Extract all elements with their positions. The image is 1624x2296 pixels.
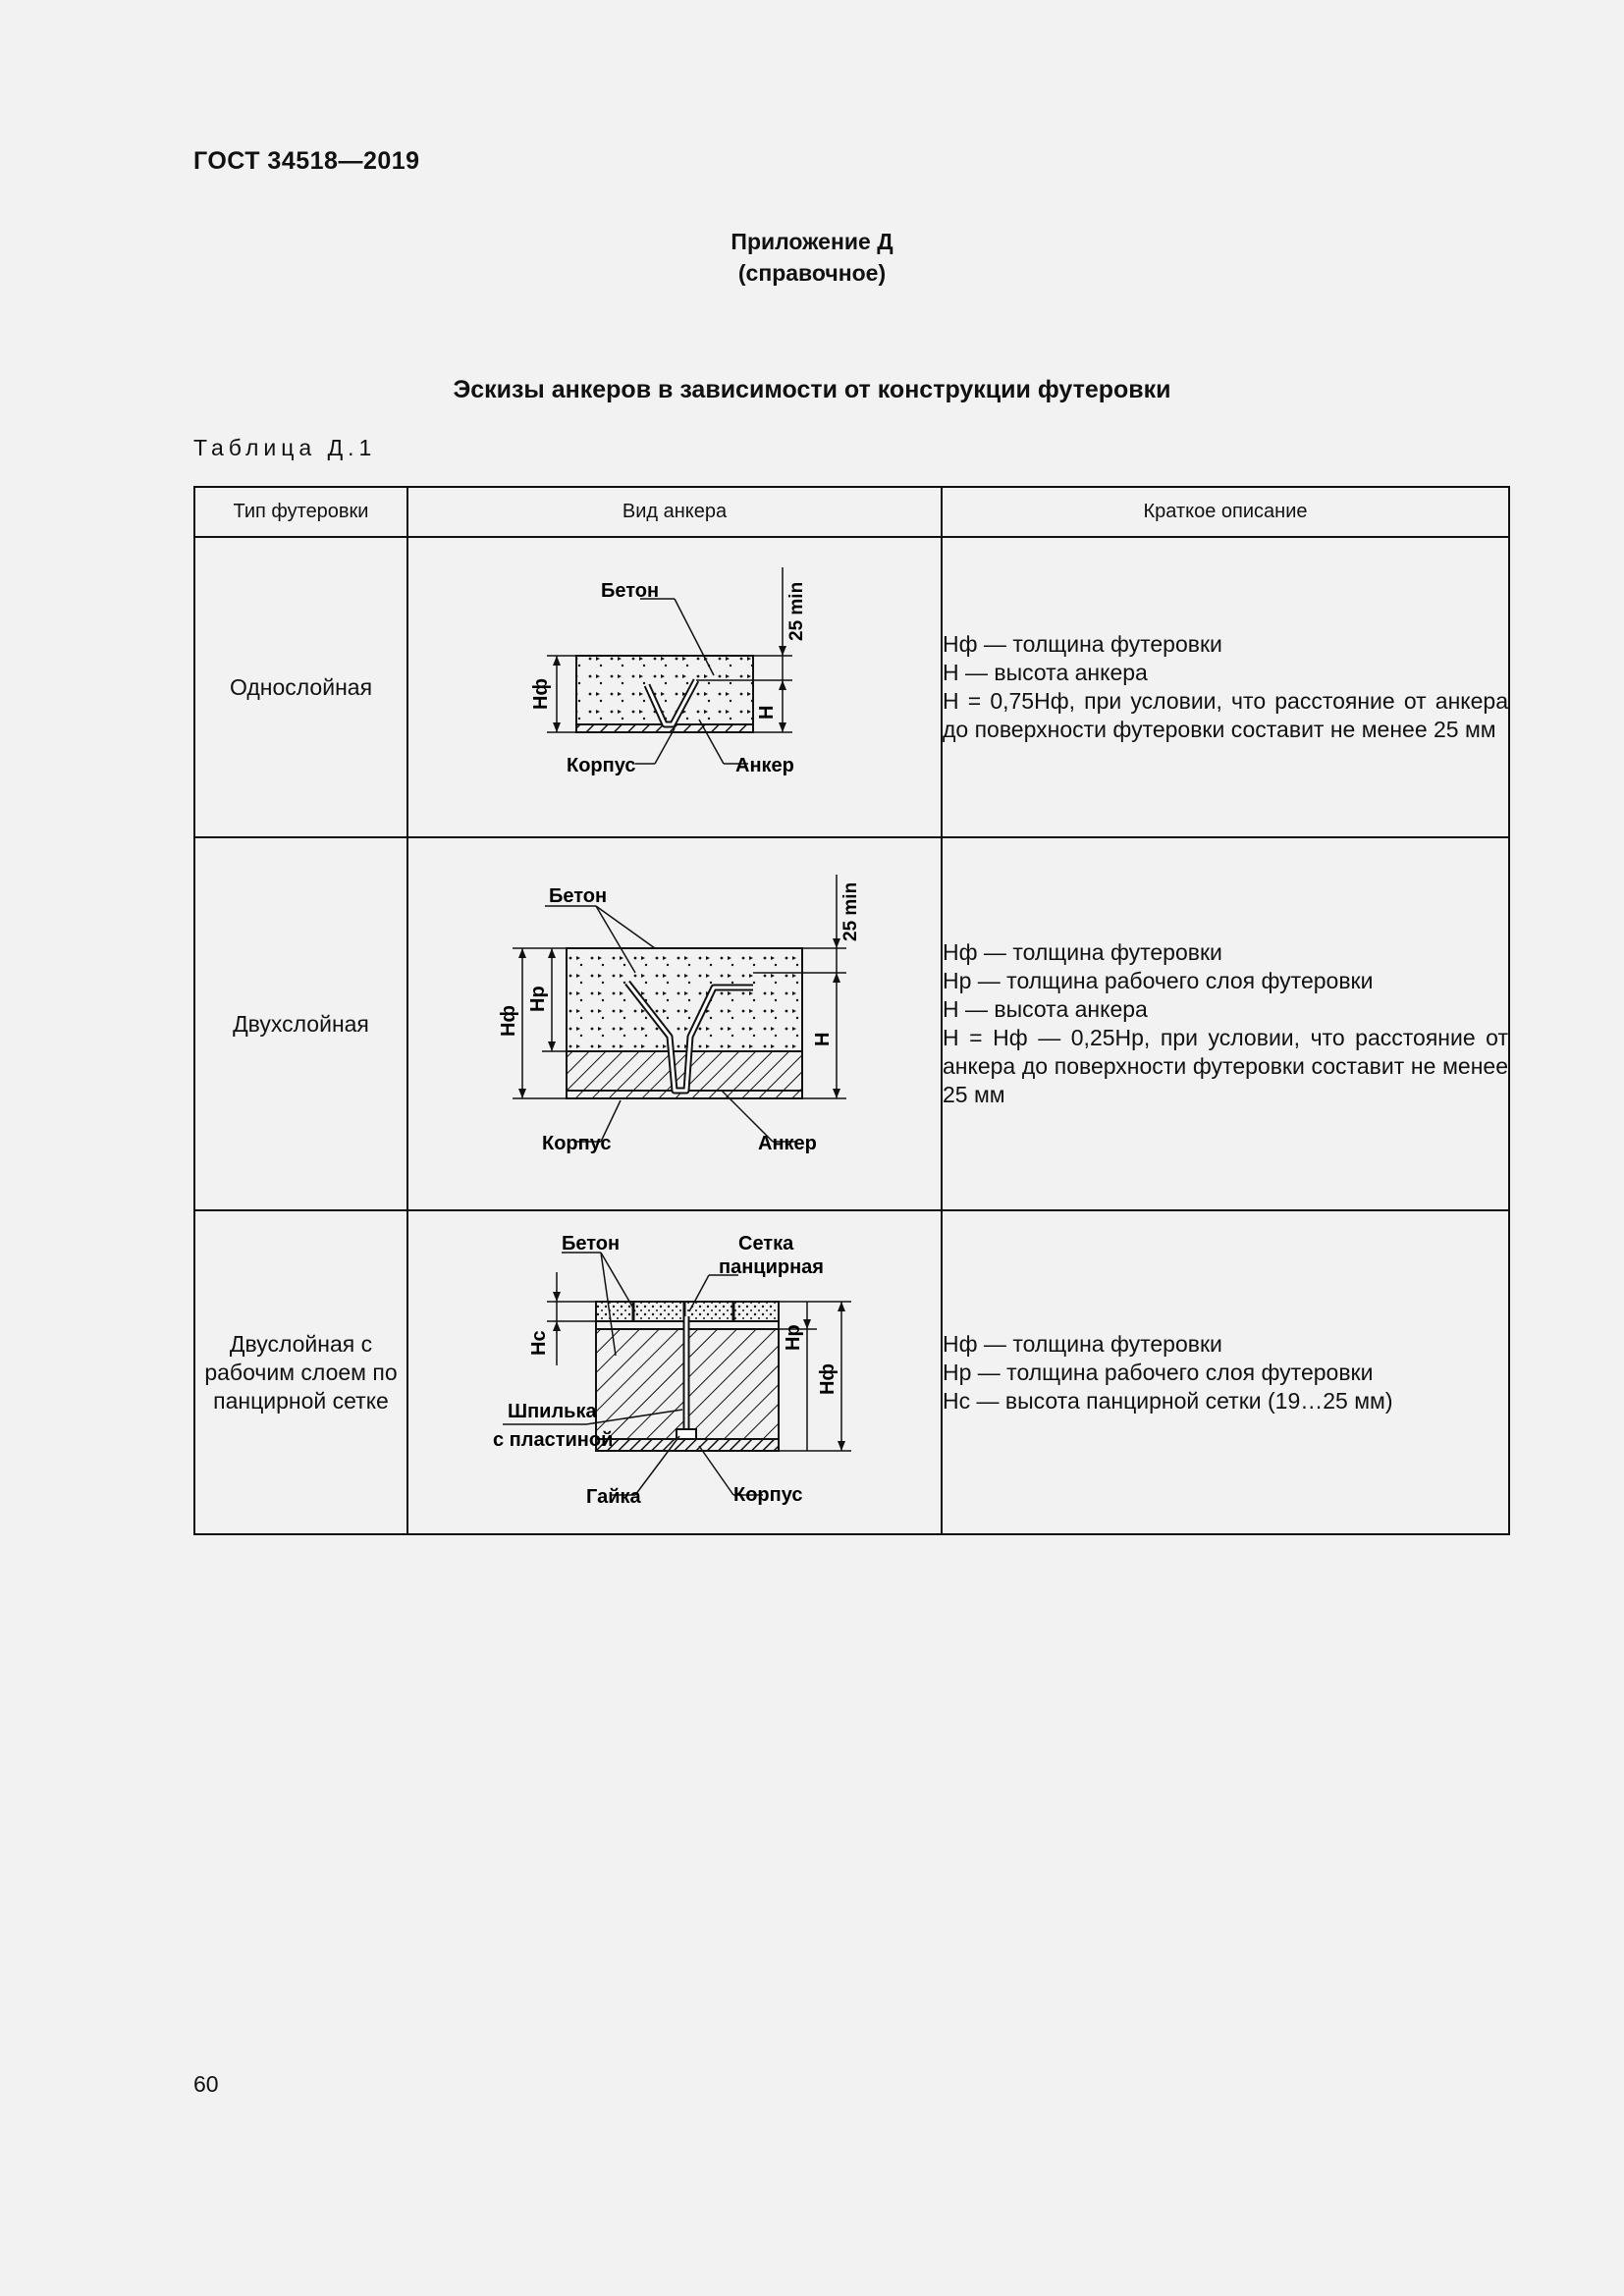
appendix-heading — [0, 226, 1624, 289]
nut — [677, 1429, 696, 1439]
single-layer-anchor-diagram — [478, 548, 871, 823]
page-number: 60 — [193, 2071, 219, 2097]
working-layer — [567, 948, 802, 1051]
table-row — [194, 1210, 1509, 1534]
description-line: Hс — высота панцирной сетки (19…25 мм) — [943, 1387, 1393, 1414]
anchor-figure-cell — [407, 1210, 942, 1534]
description-line: Hр — толщина рабочего слоя футеровки — [943, 1359, 1374, 1385]
table-row — [194, 537, 1509, 837]
lining-type: Однослойная — [194, 537, 407, 837]
label-h: H — [812, 1032, 834, 1046]
label-anker: Анкер — [735, 754, 794, 776]
label-korpus: Корпус — [733, 1483, 803, 1506]
concrete-block — [576, 656, 753, 724]
description-line: Hф — толщина футеровки — [943, 631, 1222, 657]
lining-type: Двуслойная с рабочим слоем по панцирной сетке — [194, 1210, 407, 1534]
column-header: Краткое описание — [942, 487, 1509, 537]
description-line: H — высота анкера — [943, 996, 1148, 1022]
mesh-layer-anchor-diagram — [439, 1218, 910, 1522]
label-beton: Бетон — [562, 1232, 621, 1255]
table-row — [194, 837, 1509, 1210]
label-h-c: Hс — [528, 1329, 550, 1356]
description-line: Hф — толщина футеровки — [943, 939, 1222, 965]
lining-type: Двухслойная — [194, 837, 407, 1210]
label-h-f: Hф — [498, 1004, 519, 1037]
label-gaika: Гайка — [586, 1485, 641, 1508]
label-h-f: Hф — [530, 677, 552, 710]
label-h-r: Hр — [783, 1323, 804, 1351]
label-h-r: Hр — [527, 985, 549, 1012]
shell-plate — [596, 1439, 779, 1451]
table-label: Таблица Д.1 — [193, 435, 377, 460]
description-cell — [942, 537, 1509, 837]
description-line: H = 0,75Hф, при условии, что расстояние от анкера до поверхности футеровки составит не менее 25 мм — [943, 688, 1508, 742]
label-25min: 25 min — [786, 581, 807, 641]
label-pantsirnaya: панцирная — [719, 1255, 824, 1278]
description-cell — [942, 1210, 1509, 1534]
label-h-f: Hф — [817, 1362, 839, 1395]
label-beton: Бетон — [549, 884, 608, 907]
description-line: Hр — толщина рабочего слоя футеровки — [943, 968, 1374, 993]
description-cell — [942, 837, 1509, 1210]
section-title: Эскизы анкеров в зависимости от конструкции футеровки — [453, 376, 1171, 403]
standard-code: ГОСТ 34518—2019 — [193, 147, 420, 175]
anchor-figure-cell — [407, 537, 942, 837]
label-korpus: Корпус — [542, 1132, 612, 1154]
label-korpus: Корпус — [567, 754, 636, 776]
label-shpilka: Шпилька — [508, 1400, 597, 1422]
label-h: H — [756, 705, 778, 720]
anchor-figure-cell — [407, 837, 942, 1210]
label-s-plastinoy: с пластиной — [493, 1428, 614, 1451]
column-header: Вид анкера — [407, 487, 942, 537]
label-setka: Сетка — [738, 1232, 794, 1255]
two-layer-anchor-diagram — [459, 865, 891, 1179]
anchor-table — [193, 486, 1510, 1535]
description-line: H = Hф — 0,25Hр, при условии, что расстояние от анкера до поверхности футеровки составит не менее 25 мм — [943, 1025, 1508, 1107]
label-beton: Бетон — [601, 579, 660, 602]
column-header: Тип футеровки — [194, 487, 407, 537]
label-anker: Анкер — [758, 1132, 817, 1154]
label-25min: 25 min — [840, 881, 861, 941]
appendix-type: (справочное) — [737, 260, 887, 286]
table-header-row — [194, 487, 1509, 537]
description-line: H — высота анкера — [943, 660, 1148, 685]
appendix-title: Приложение Д — [731, 229, 893, 254]
description-line: Hф — толщина футеровки — [943, 1330, 1222, 1357]
